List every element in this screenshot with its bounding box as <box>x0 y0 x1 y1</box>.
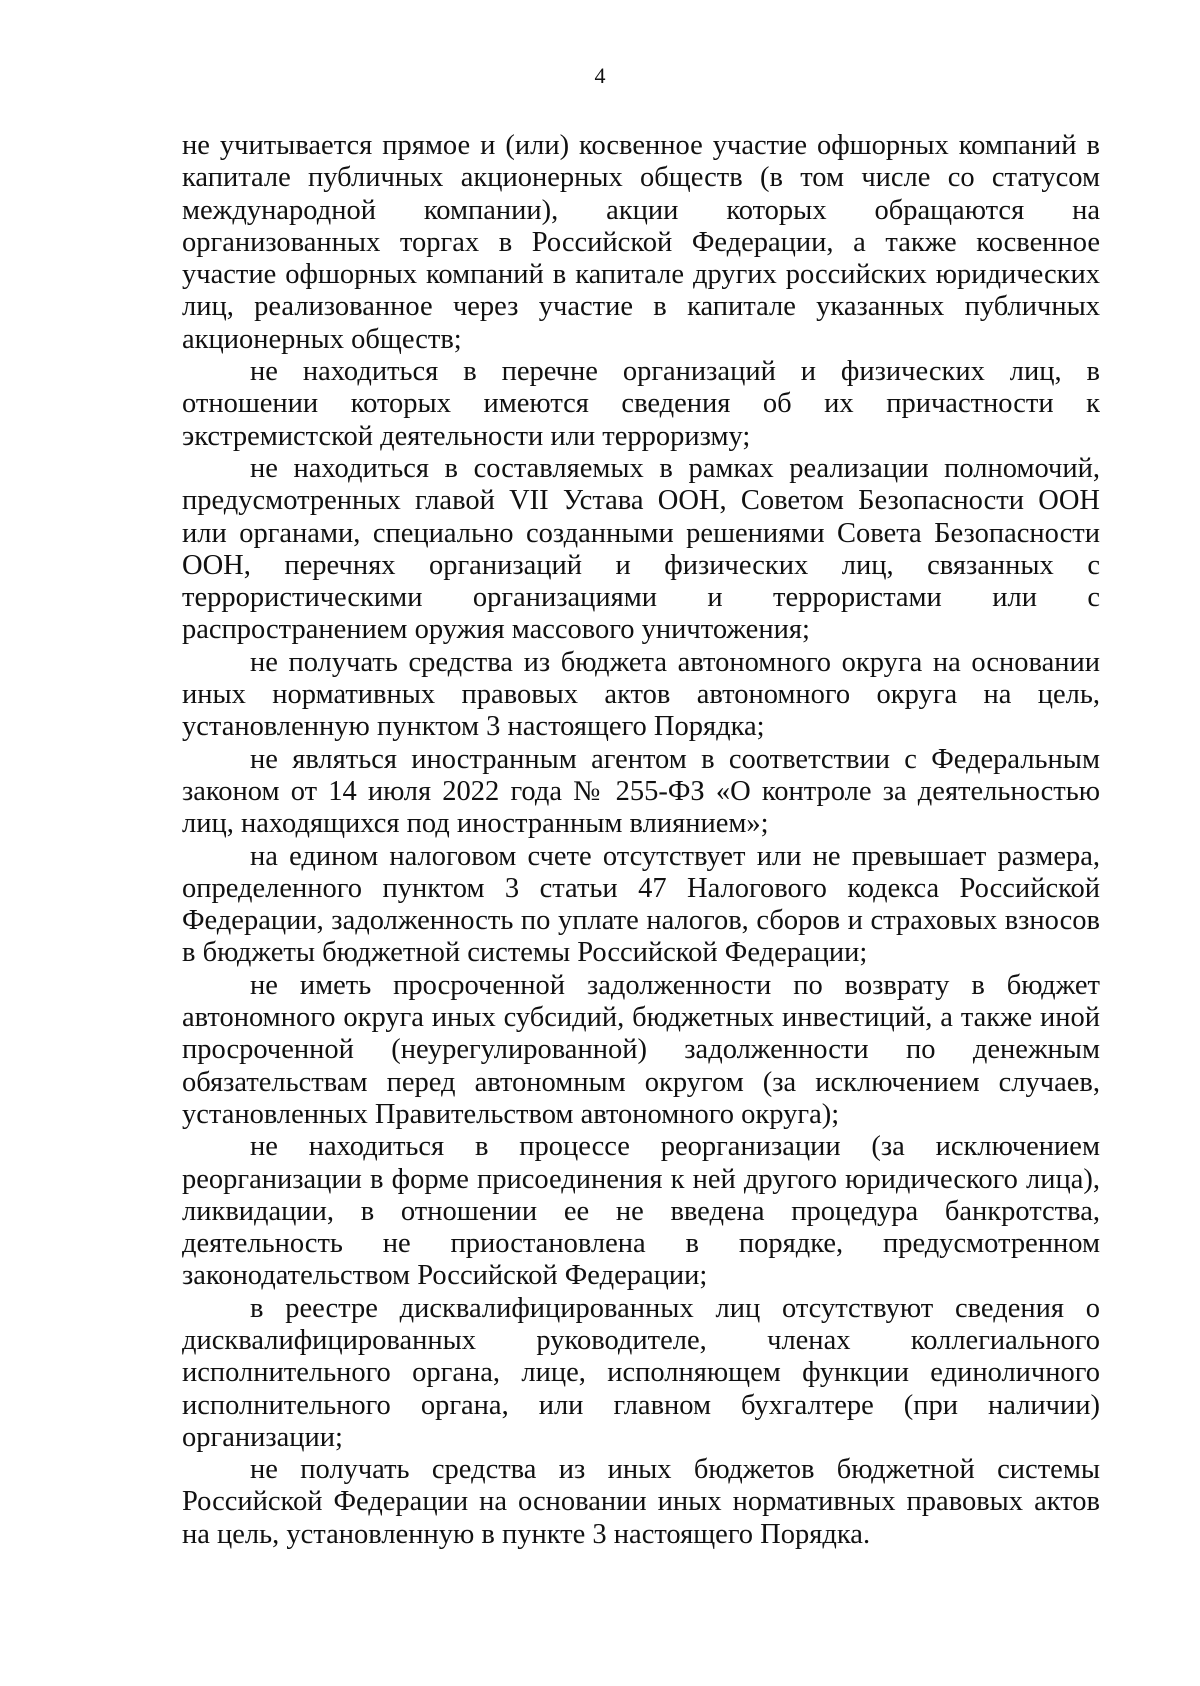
paragraph-other-budgets: не получать средства из иных бюджетов бюджетной системы Российской Федерации на основании иных нормативных правовых актов на цель, установленную в пункте 3 настоящего Порядка. <box>182 1454 1100 1550</box>
paragraph-extremism-list: не находиться в перечне организаций и физических лиц, в отношении которых имеются сведения об их причастности к экстремистской деятельности или терроризму; <box>182 356 1100 452</box>
paragraph-no-other-budget-funds: не получать средства из бюджета автономного округа на основании иных нормативных правовых актов автономного округа на цель, установленную пунктом 3 настоящего Порядка; <box>182 646 1100 743</box>
paragraph-tax-account: на едином налоговом счете отсутствует или не превышает размера, определенного пунктом 3 статьи 47 Налогового кодекса Российской Федерации, задолженность по уплате налогов, сборов и страховых взносов в бюджеты бюджетной системы Российской Федерации; <box>182 840 1100 969</box>
paragraph-reorganization: не находиться в процессе реорганизации (за исключением реорганизации в форме присоединения к ней другого юридического лица), ликвидации, в отношении ее не введена процедура банкротства, деятельность не приостановлена в порядке, предусмотренном законодательством Российской Федерации; <box>182 1131 1100 1292</box>
paragraph-overdue-debt: не иметь просроченной задолженности по возврату в бюджет автономного округа иных субсидий, бюджетных инвестиций, а также иной просроченной (неурегулированной) задолженности по денежным обязательствам перед автономным округом (за исключением случаев, установленных Правительством автономного округа); <box>182 969 1100 1130</box>
page-number: 4 <box>594 63 606 88</box>
paragraph-offshore-participation: не учитывается прямое и (или) косвенное участие офшорных компаний в капитале публичных акционерных обществ (в том числе со статусом международной компании), акции которых обращаются на организованных торгах в Российской Федерации, а также косвенное участие офшорных компаний в капитале других российских юридических лиц, реализованное через участие в капитале указанных публичных акционерных обществ; <box>182 130 1100 355</box>
paragraph-un-sanctions-list: не находиться в составляемых в рамках реализации полномочий, предусмотренных главой VII Устава ООН, Советом Безопасности ООН или органами, специально созданными решениями Совета Безопасности ООН, перечнях организаций и физических лиц, связанных с террористическими организациями и террористами или с распространением оружия массового уничтожения; <box>182 452 1100 646</box>
paragraph-disqualified-persons: в реестре дисквалифицированных лиц отсутствуют сведения о дисквалифицированных руководителе, членах коллегиального исполнительного органа, лице, исполняющем функции единоличного исполнительного органа, или главном бухгалтере (при наличии) организации; <box>182 1292 1100 1453</box>
paragraph-foreign-agent: не являться иностранным агентом в соответствии с Федеральным законом от 14 июля 2022 года № 255-ФЗ «О контроле за деятельностью лиц, находящихся под иностранным влиянием»; <box>182 743 1100 840</box>
document-body <box>182 130 1100 1551</box>
